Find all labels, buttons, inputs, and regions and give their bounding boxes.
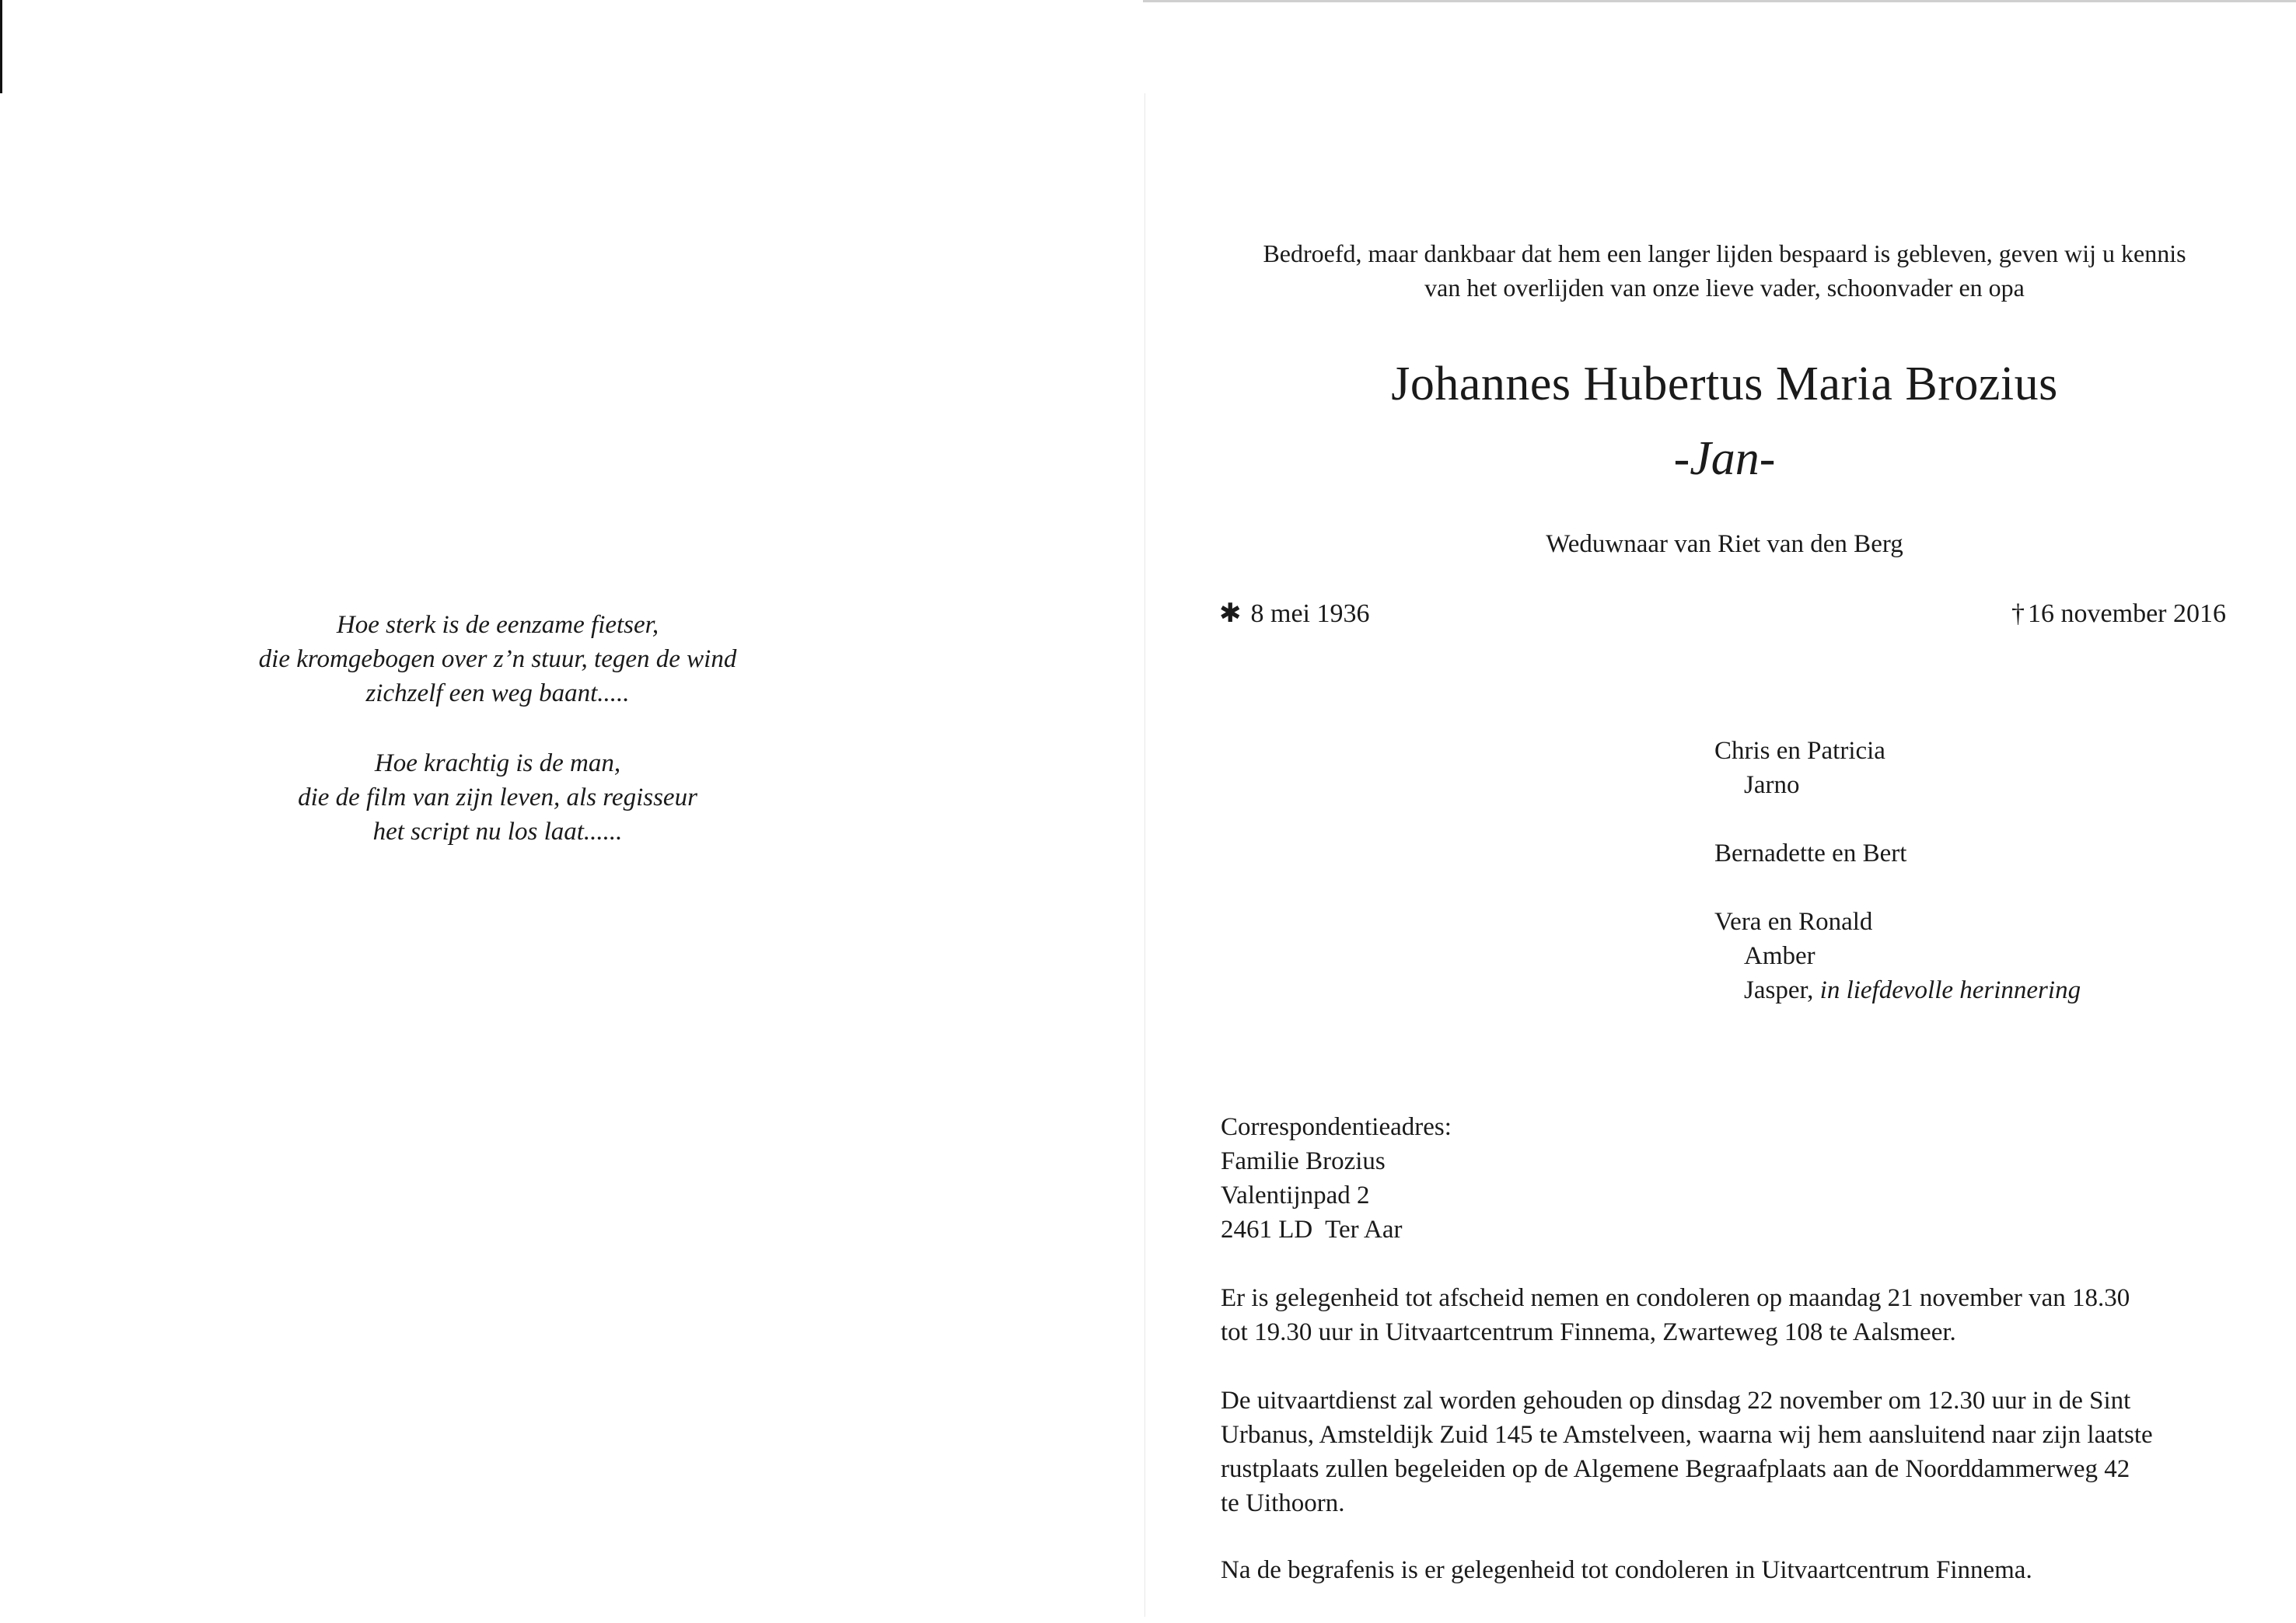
poem-line: Hoe sterk is de eenzame fietser, [336, 611, 659, 639]
poem-stanza-1 [202, 608, 793, 710]
family-parents: Vera en Ronald [1714, 908, 1873, 936]
poem-line: Hoe krachtig is de man, [374, 749, 621, 777]
poem-line: die kromgebogen over z’n stuur, tegen de wind [258, 645, 737, 673]
family-child: Amber [1744, 942, 1815, 970]
intro-line-2: van het overlijden van onze lieve vader, schoonvader en opa [1424, 274, 2025, 302]
deceased-name: Johannes Hubertus Maria Brozius [1391, 358, 2058, 410]
widower-line: Weduwnaar van Riet van den Berg [1546, 530, 1903, 558]
paragraph-line: De uitvaartdienst zal worden gehouden op dinsdag 22 november om 12.30 uur in de Sint [1221, 1387, 2131, 1415]
poem-line: zichzelf een weg baant..... [365, 679, 630, 707]
address-line: Familie Brozius [1221, 1147, 1386, 1175]
family-group-1 [1714, 734, 2196, 802]
address-line: 2461 LD Ter Aar [1221, 1216, 1403, 1244]
memorial-note: in liefdevolle herinnering [1819, 976, 2081, 1004]
deceased-nickname: -Jan- [1673, 432, 1776, 485]
poem-stanza-2 [202, 746, 793, 849]
paragraph-line: rustplaats zullen begeleiden op de Algemene Begraafplaats aan de Noorddammerweg 42 [1221, 1455, 2130, 1483]
family-list [1714, 734, 2196, 1042]
death-date-line [2011, 597, 2226, 631]
family-parents: Bernadette en Bert [1714, 839, 1907, 867]
death-date: 16 november 2016 [2028, 599, 2226, 628]
family-group-2 [1714, 836, 2196, 871]
poem [202, 608, 793, 885]
paragraph-line: tot 19.30 uur in Uitvaartcentrum Finnema, Zwarteweg 108 te Aalsmeer. [1221, 1318, 1956, 1346]
family-child: Jarno [1744, 771, 1800, 799]
intro-line-1: Bedroefd, maar dankbaar dat hem een langer lijden bespaard is gebleven, geven wij u kennis [1263, 239, 2186, 267]
intro-text [1219, 236, 2230, 305]
paragraph-line: Urbanus, Amsteldijk Zuid 145 te Amstelveen, waarna wij hem aansluitend naar zijn laatste [1221, 1421, 2153, 1449]
paragraph-line: Er is gelegenheid tot afscheid nemen en condoleren op maandag 21 november van 18.30 [1221, 1284, 2130, 1312]
family-child-memorial [1714, 973, 2196, 1007]
paragraph-line: te Uithoorn. [1221, 1489, 1345, 1517]
paragraph-line: Na de begrafenis is er gelegenheid tot condoleren in Uitvaartcentrum Finnema. [1221, 1556, 2032, 1584]
address-line: Valentijnpad 2 [1221, 1181, 1370, 1209]
birth-star-icon: ✱ [1219, 599, 1242, 628]
poem-line: die de film van zijn leven, als regisseur [298, 784, 697, 812]
service-paragraph [1221, 1384, 2231, 1520]
birth-date: 8 mei 1936 [1250, 599, 1370, 628]
correspondence-address [1221, 1110, 1452, 1247]
scan-top-shade [1143, 0, 2296, 2]
poem-line: het script nu los laat...... [372, 818, 623, 846]
after-funeral-paragraph [1221, 1553, 2231, 1587]
family-parents: Chris en Patricia [1714, 737, 1885, 765]
address-label: Correspondentieadres: [1221, 1113, 1452, 1141]
death-cross-icon: † [2011, 599, 2025, 628]
left-page [0, 0, 1143, 1623]
birth-date-line [1219, 597, 1369, 631]
family-group-3 [1714, 905, 2196, 1007]
condolence-paragraph [1221, 1281, 2231, 1349]
memorial-child-name: Jasper, [1744, 976, 1814, 1004]
